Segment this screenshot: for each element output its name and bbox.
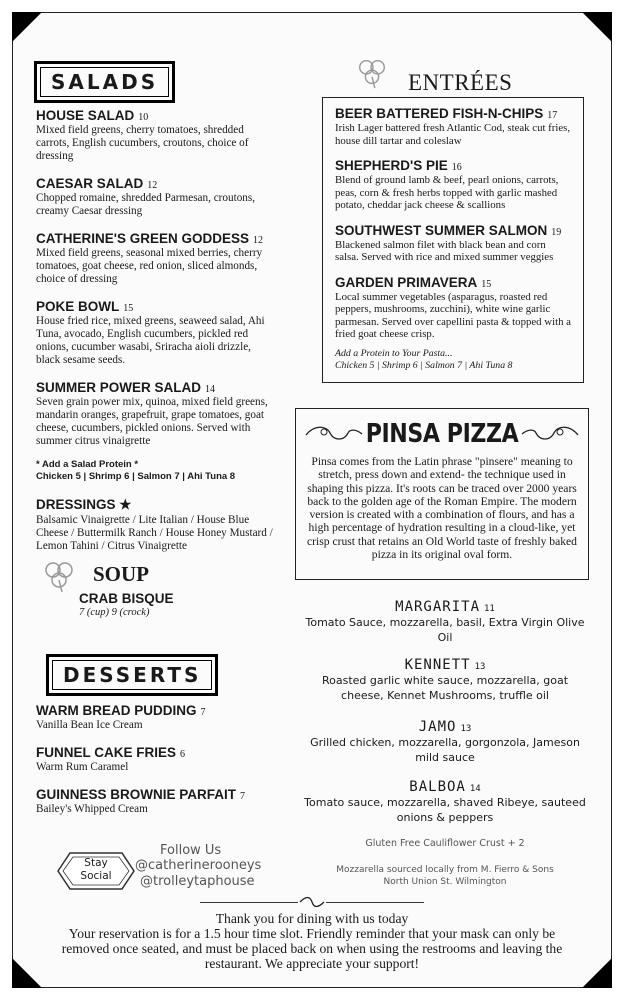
- item-name: [36, 380, 276, 395]
- item-description: Mixed field greens, cherry tomatoes, shredded carrots, English cucumbers, croutons, choice of dressing: [36, 124, 249, 162]
- item-price: 7: [200, 707, 206, 718]
- item-name: [36, 745, 286, 760]
- footer-ornament-icon: [298, 895, 326, 909]
- item-description: Warm Rum Caramel: [36, 761, 129, 773]
- item-title: POKE BOWL: [36, 299, 120, 314]
- follow-us-label: Follow Us: [160, 843, 222, 858]
- menu-item: [36, 380, 276, 448]
- crab-bisque-name: CRAB BISQUE: [79, 591, 174, 606]
- salad-protein-title: * Add a Salad Protein *: [36, 459, 139, 470]
- dressings-title: DRESSINGS ★: [36, 497, 132, 512]
- pizza-description: Tomato sauce, mozzarella, shaved Ribeye, sauteed onions & peppers: [304, 796, 586, 824]
- item-description: Blackened salmon filet with black bean and corn salsa. Served with rice and mixed summer veggies: [335, 238, 554, 263]
- item-description: Seven grain power mix, quinoa, mixed field greens, mandarin oranges, grapefruit, grape tomatoes, goat cheese, cucumbers, pickled onions. Served with summer citrus vinaigrette: [36, 396, 268, 447]
- item-description: House fried rice, mixed greens, seaweed salad, Ahi Tuna, avocado, English cucumbers, pickled red onions, cucumber wasabi, Sriracha aioli drizzle, black sesame seeds.: [36, 315, 265, 366]
- salads-list: [36, 108, 276, 553]
- pizza-price: 13: [460, 724, 472, 734]
- pizza-item: [300, 716, 590, 765]
- menu-item: [36, 703, 286, 732]
- pizza-name: BALBOA: [409, 779, 466, 795]
- desserts-list: [36, 703, 286, 829]
- salad-protein-options: Chicken 5 | Shrimp 6 | Salmon 7 | Ahi Tuna 8: [36, 471, 236, 482]
- social-handle-1[interactable]: @catherinerooneys: [135, 858, 262, 873]
- pizza-description: Roasted garlic white sauce, mozzarella, goat cheese, Kennet Mushrooms, truffle oil: [321, 674, 569, 702]
- sourcing-note: Mozzarella sourced locally from M. Fierro & Sons North Union St. Wilmington: [336, 865, 554, 887]
- item-description: Blend of ground lamb & beef, pearl onions, carrots, peas, corn & fresh herbs topped with garlic mashed potato, cheddar jack cheese & scallions: [335, 174, 559, 211]
- menu-item: [335, 275, 571, 341]
- gluten-free-note: Gluten Free Cauliflower Crust + 2: [365, 838, 525, 849]
- pizza-name: MARGARITA: [395, 599, 480, 615]
- pizza-price: 13: [474, 662, 486, 672]
- item-title: SOUTHWEST SUMMER SALMON: [335, 222, 548, 238]
- item-price: 12: [253, 235, 263, 246]
- item-title: HOUSE SALAD: [36, 108, 135, 123]
- pinsa-description: Pinsa comes from the Latin phrase "pinsere" meaning to stretch, press down and extend- the technique used in shaping this pizza. It's roots can be traced over 2000 years back to the golden age of the Roman Empire. The modern version is created with a combination of flours, and has a high percentage of hydration resulting in a cloud-like, yet crisp crust that retains an Old World taste of freshly baked pizza in its original oval form.: [307, 455, 577, 562]
- item-price: 10: [138, 112, 149, 123]
- pasta-protein-options: Chicken 5 | Shrimp 6 | Salmon 7 | Ahi Tuna 8: [335, 359, 513, 371]
- pizza-description: Tomato Sauce, mozzarella, basil, Extra Virgin Olive Oil: [305, 616, 585, 644]
- pizza-name: KENNETT: [404, 657, 471, 673]
- pizza-item: [300, 776, 590, 825]
- item-name: [36, 176, 276, 191]
- item-price: 15: [481, 278, 492, 290]
- item-description: Irish Lager battered fresh Atlantic Cod, steak cut fries, house dill tartar and coleslaw: [335, 122, 571, 147]
- social-handle-2[interactable]: @trolleytaphouse: [140, 874, 255, 889]
- item-name: [36, 108, 276, 123]
- corner-ornament: [582, 958, 612, 988]
- pizza-price: 11: [484, 604, 495, 614]
- menu-item: [335, 106, 571, 147]
- pinsa-box: [295, 408, 589, 580]
- menu-item: [36, 745, 286, 774]
- item-description: Bailey's Whipped Cream: [36, 803, 148, 815]
- item-name: [335, 275, 571, 290]
- pizza-heading: [300, 654, 590, 673]
- pinsa-title: PINSA PIZZA: [365, 419, 519, 449]
- item-title: WARM BREAD PUDDING: [36, 703, 197, 718]
- menu-item: [335, 158, 571, 212]
- entrees-box: [322, 97, 584, 383]
- menu-item: [335, 223, 571, 264]
- crab-bisque-price: 7 (cup) 9 (crock): [79, 607, 150, 618]
- item-description: Chopped romaine, shredded Parmesan, croutons, creamy Caesar dressing: [36, 192, 256, 217]
- item-name: [36, 787, 286, 802]
- item-title: GARDEN PRIMAVERA: [335, 274, 478, 290]
- pasta-protein-title: Add a Protein to Your Pasta...: [335, 347, 453, 359]
- item-title: SUMMER POWER SALAD: [36, 380, 201, 395]
- item-price: 12: [147, 180, 158, 191]
- corner-ornament: [12, 958, 42, 988]
- salads-header: SALADS: [34, 61, 175, 103]
- dressings-list: Balsamic Vinaigrette / Lite Italian / House Blue Cheese / Buttermilk Ranch / House Honey Mustard / Lemon Tahini / Citrus Vinaigrette: [36, 514, 273, 552]
- item-description: Local summer vegetables (asparagus, roasted red peppers, mushrooms, zucchini), white wine garlic parmesan. Served over capellini pasta & topped with a fried goat cheese crisp.: [335, 290, 571, 340]
- item-title: GUINNESS BROWNIE PARFAIT: [36, 787, 237, 802]
- item-price: 19: [551, 226, 562, 238]
- item-title: FUNNEL CAKE FRIES: [36, 745, 177, 760]
- footer-note: [60, 911, 564, 971]
- item-price: 16: [451, 162, 462, 173]
- pizza-price: 14: [469, 784, 481, 794]
- menu-item: [36, 787, 286, 816]
- pizza-item: [300, 596, 590, 645]
- corner-ornament: [12, 12, 42, 42]
- item-price: 17: [547, 110, 558, 121]
- pizza-heading: [300, 776, 590, 795]
- item-name: [36, 299, 276, 314]
- entrees-header: ENTRÉES: [408, 70, 513, 95]
- menu-item: [36, 231, 276, 286]
- menu-item: [36, 176, 276, 218]
- shamrock-icon: [354, 56, 390, 90]
- stay-social-badge: Stay Social: [80, 857, 112, 882]
- shamrock-icon: [40, 558, 78, 594]
- item-price: 14: [205, 384, 215, 395]
- item-title: BEER BATTERED FISH-N-CHIPS: [335, 106, 544, 121]
- soup-header: SOUP: [93, 562, 150, 586]
- footer-reminder: Your reservation is for a 1.5 hour time slot. Friendly reminder that your mask can only be removed once seated, and must be placed back on when using the restrooms and leaving the restaurant. We appreciate your support!: [61, 926, 563, 971]
- item-title: CATHERINE'S GREEN GODDESS: [36, 231, 249, 246]
- pizza-description: Grilled chicken, mozzarella, gorgonzola, Jameson mild sauce: [310, 736, 580, 764]
- menu-item: [36, 299, 276, 367]
- item-price: 7: [240, 791, 246, 802]
- item-name: [335, 106, 571, 121]
- item-name: [335, 223, 571, 238]
- item-name: [36, 231, 276, 246]
- pizza-item: [300, 654, 590, 703]
- item-title: CAESAR SALAD: [36, 176, 144, 191]
- pizza-name: JAMO: [418, 719, 457, 735]
- desserts-header: DESSERTS: [46, 654, 218, 696]
- item-price: 15: [123, 303, 134, 314]
- item-description: Mixed field greens, seasonal mixed berries, cherry tomatoes, goat cheese, red onion, sliced almonds, choice of dressing: [36, 247, 263, 285]
- item-price: 6: [180, 749, 186, 760]
- item-name: [36, 703, 286, 718]
- corner-ornament: [582, 12, 612, 42]
- menu-item: [36, 108, 276, 163]
- pizza-heading: [300, 596, 590, 615]
- item-name: [335, 158, 571, 173]
- item-title: SHEPHERD'S PIE: [335, 158, 448, 173]
- pizza-heading: [300, 716, 590, 735]
- item-description: Vanilla Bean Ice Cream: [36, 719, 143, 731]
- footer-thanks: Thank you for dining with us today: [215, 911, 409, 926]
